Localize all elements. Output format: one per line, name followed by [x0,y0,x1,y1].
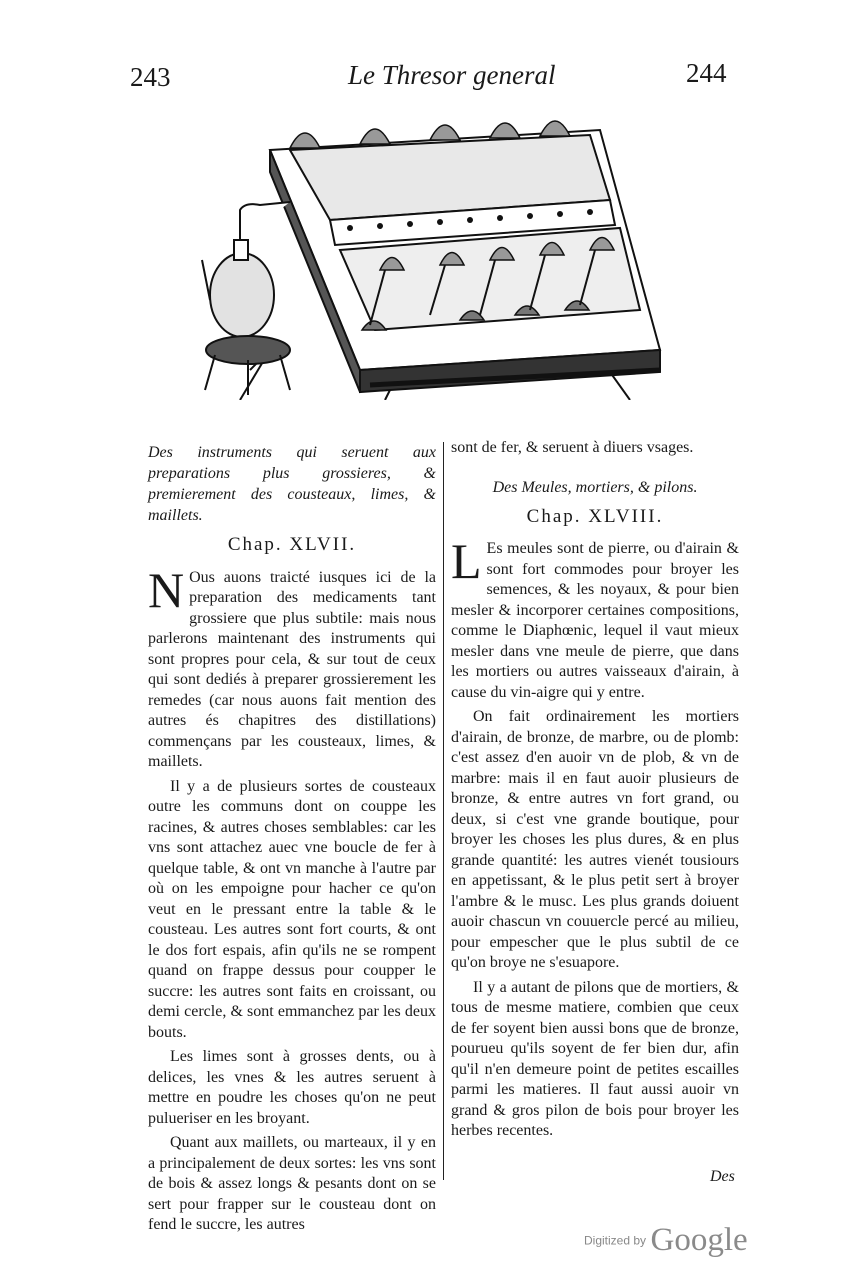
paragraph-text: Ous auons traicté iusques ici de la preparation des medicaments tant grossiere que plus subtile: mais nous parlerons maintenant des instruments qui sont propres pour cela, & sur tout de ceux qui sont dediés à preparer grossierement les remedes (car nous auons fait mention des autres és chapitres des distillations) commençans par les cousteaux, limes, & maillets. [148,568,436,770]
column-divider [443,442,444,1180]
paragraph: On fait ordinairement les mortiers d'airain, de bronze, de marbre, ou de plomb: c'est assez d'en auoir vn de plob, & vn de marbre: mais il en faut auoir plusieurs de bronze, & entre autres vn fort grand, ou deux, si c'est vne grande boutique, pour broyer les choses les plus dures, & en plus grande quantité: les autres vienét tousiours en appetissant, & le plus petit sert à broyer l'ambre & le musc. Les plus grands doiuent auoir chascun vn couuercle percé au milieu, pour empescher que le plus subtil de ce qu'on broye ne s'esuapore. [451,708,739,971]
paragraph-text: Es meules sont de pierre, ou d'airain & sont fort commodes pour broyer les semences, & les noyaux, & pour bien mesler & incorporer certaines compositions, comme le Diaphœnic, lequel il vaut mieux mesler dans vne meule de pierre, que dans les mortiers ou autres vaisseaux d'airain, à cause du vin-aigre qui y entre. [451,540,739,701]
paragraph: Quant aux maillets, ou marteaux, il y en a principalement de deux sortes: les vns sont de bois & assez longs & pesants dont on se sert pour frapper sur le cousteau dont on fend le succre, les autres [148,1134,436,1233]
paragraph-continuation: sont de fer, & seruent à diuers vsages. [451,439,694,456]
running-header [0,52,854,102]
paragraph [451,533,739,703]
chapter-title: Chap. XLVIII. [526,505,664,527]
paragraph: Il y a de plusieurs sortes de cousteaux outre les communs dont on couppe les racines, & autres choses semblables: car les vns sont attachez auec vne boucle de fer à quelque table, & ont vn manche à l'autre par où on les empoigne pour hacher ce qu'on veut en le pressant entre la table & le cousteau. Les autres sont fort courts, & ont le dos fort espais, afin qu'ils ne se rompent quand on frappe dessus pour coupper le succre: les autres sont faits en croissant, ou demi cercle, & sont emmanchez par les deux bouts. [148,777,436,1041]
watermark-brand: Google [650,1222,748,1258]
drop-cap: L [451,533,482,589]
section-heading: Des instruments qui seruent aux preparations plus grossieres, & premierement des cousteaux, limes, & maillets. [148,444,436,524]
chapter-title: Chap. XLVII. [227,534,357,555]
page-number-left: 243 [130,62,171,92]
drop-cap: N [148,561,185,618]
paragraph: Les limes sont à grosses dents, ou à delices, les vnes & les autres seruent à mettre en poudre les choses qu'on ne peut pulueriser en les broyant. [148,1048,436,1127]
watermark-prefix: Digitized by [584,1233,647,1248]
digitization-watermark [584,1222,748,1259]
right-column [451,438,739,1142]
paragraph: Il y a autant de pilons que de mortiers, & tous de mesme matiere, combien que ceux de fer soyent bien aussi bons que de bronze, pourueu qu'ils soyent de fer bien dur, afin qu'il n'en demeure point de petites escailles parmi les matieres. Il faut aussi auoir vn grand & gros pilon de bois pour broyer les herbes recentes. [451,978,739,1139]
catchword: Des [710,1168,735,1185]
distillation-apparatus-illustration [190,110,690,400]
section-heading: Des Meules, mortiers, & pilons. [492,478,698,496]
left-column [148,442,436,1236]
paragraph [148,561,436,773]
running-title: Le Thresor general [348,60,556,90]
page-number-right: 244 [686,58,727,88]
